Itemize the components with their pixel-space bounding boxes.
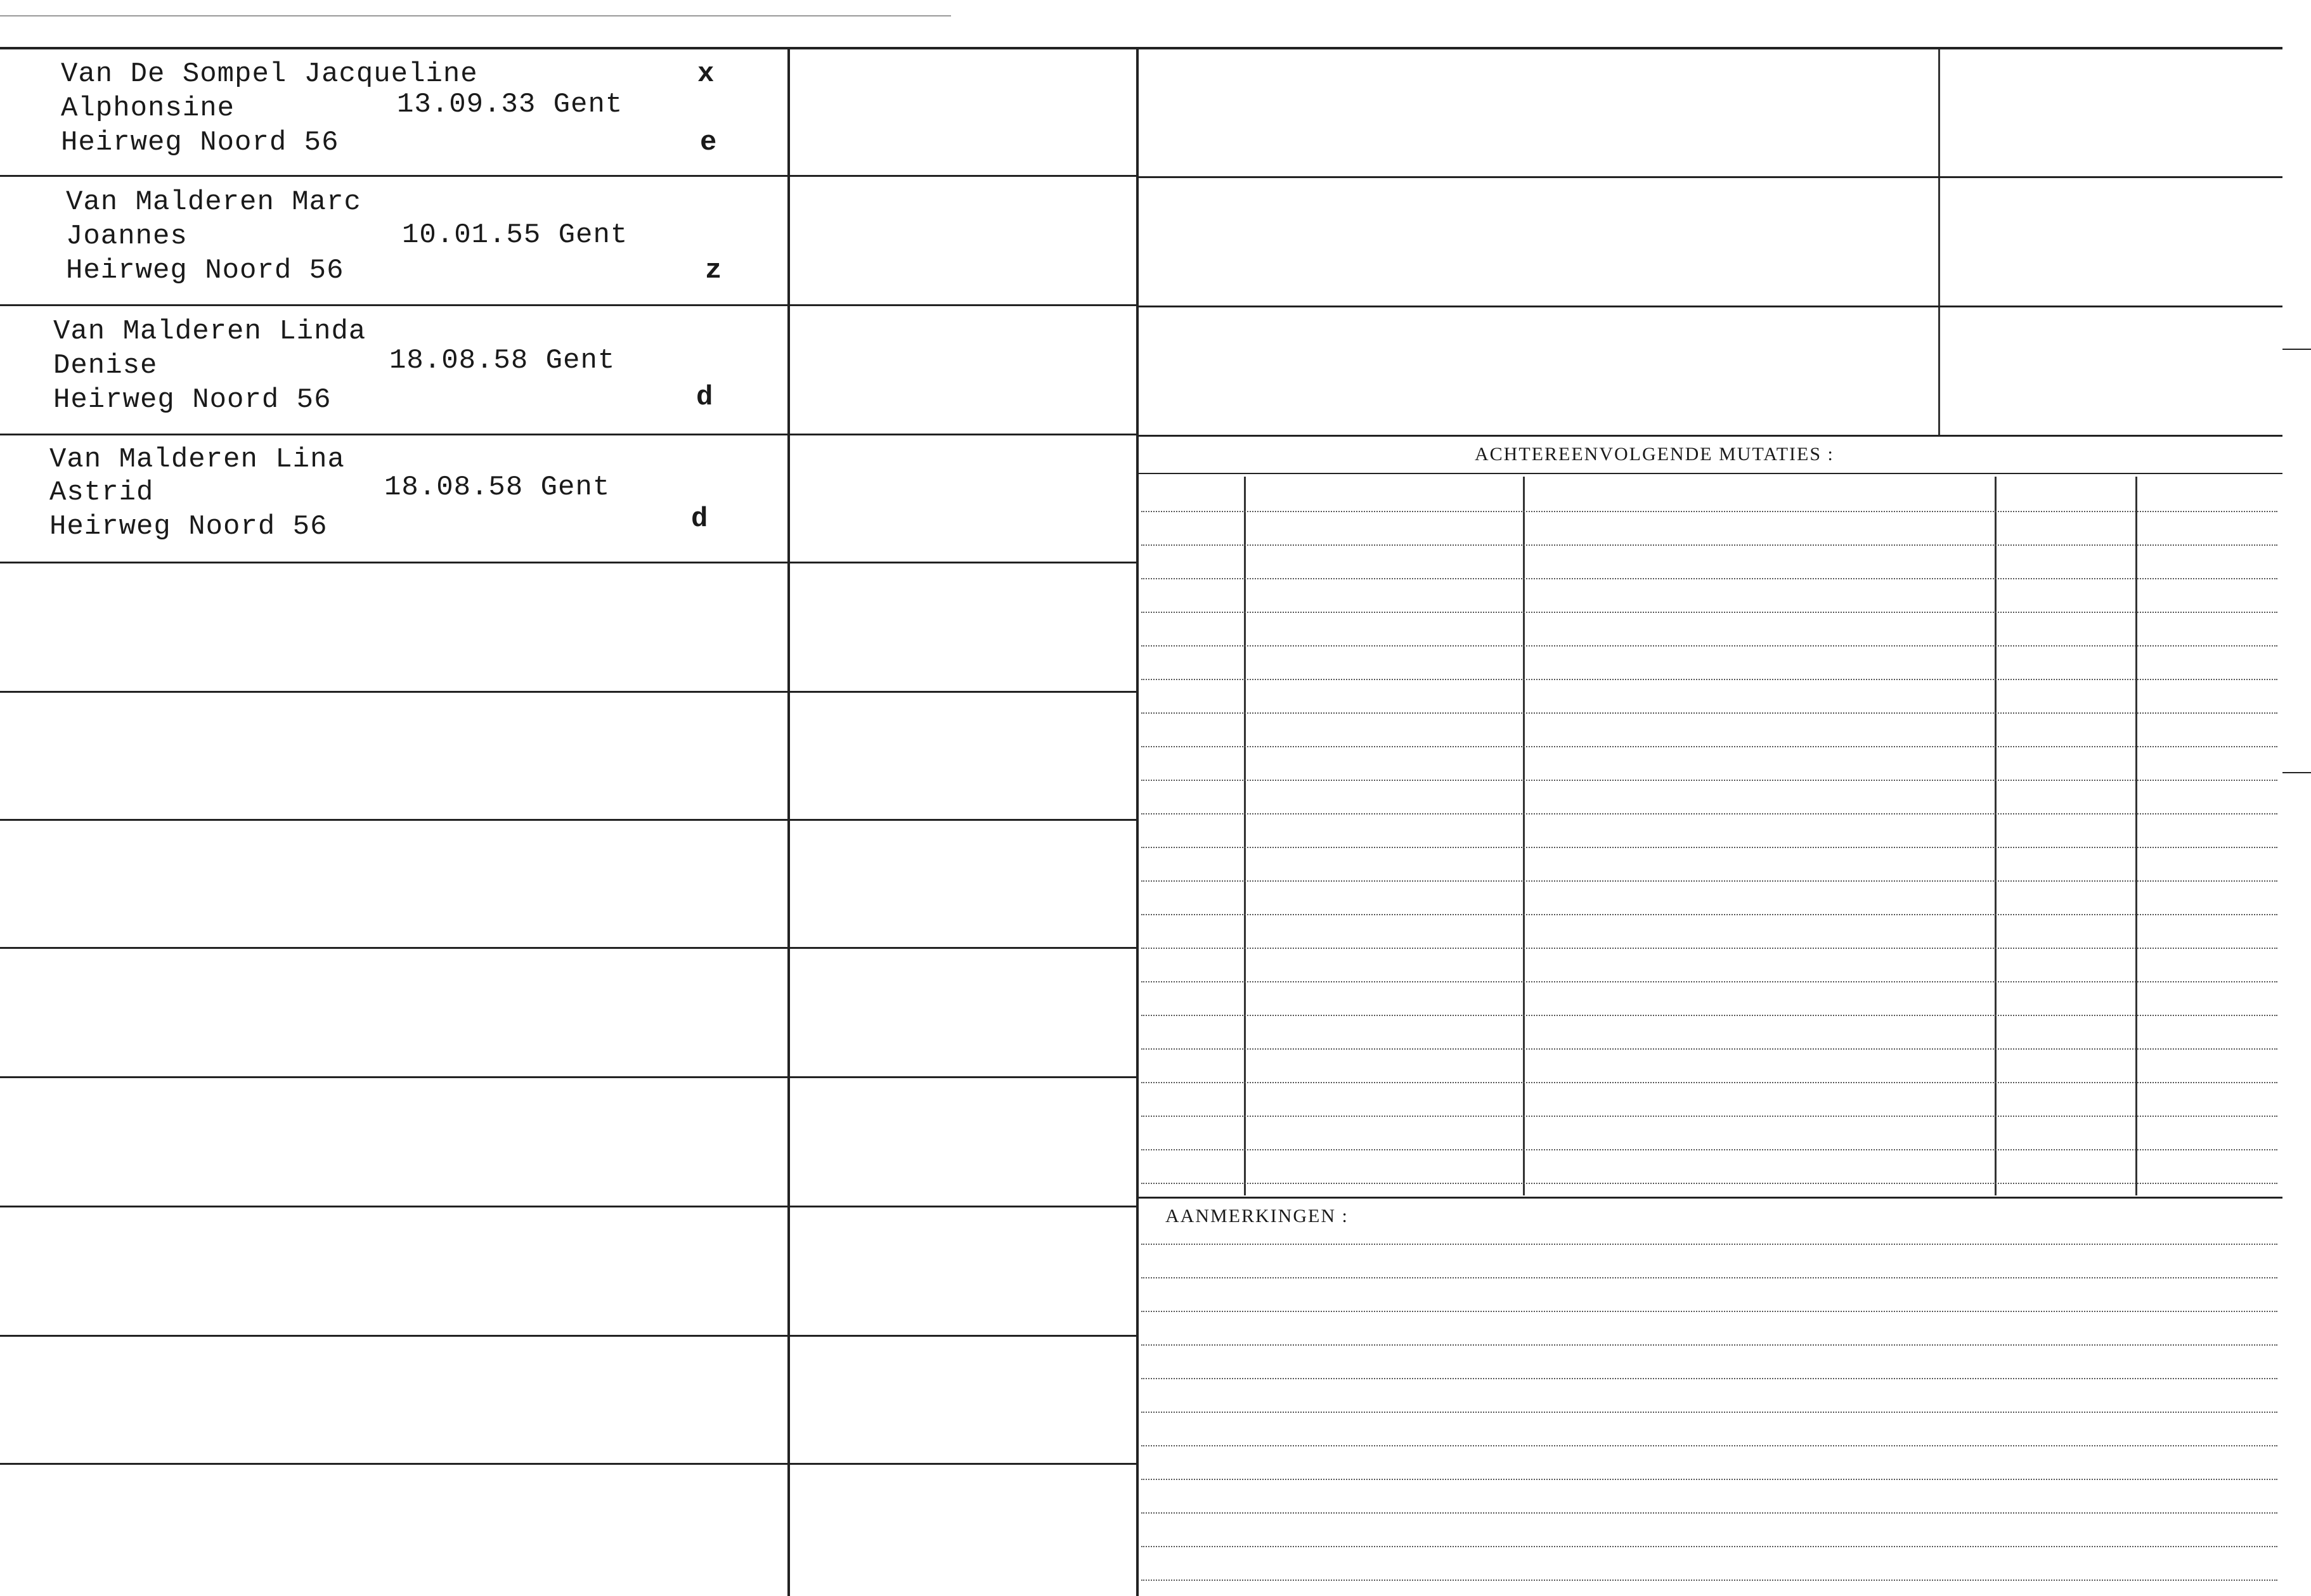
remarks-line <box>1141 1311 2277 1312</box>
entry-marker-top: x <box>697 58 715 90</box>
mutations-column-divider <box>2135 477 2137 1195</box>
remarks-line <box>1141 1479 2277 1480</box>
mutations-row-line <box>1141 813 2277 814</box>
mutations-row-line <box>1141 914 2277 915</box>
left-row-separator <box>0 1463 1137 1465</box>
mutations-header-line <box>1139 473 2282 474</box>
mutations-heading: ACHTEREENVOLGENDE MUTATIES : <box>1475 444 1834 465</box>
left-row-separator <box>0 947 1137 949</box>
mutations-row-line <box>1141 578 2277 579</box>
mutations-row-line <box>1141 511 2277 512</box>
entry-address: Heirweg Noord 56 <box>66 255 344 286</box>
entry-given-name: Denise <box>53 350 158 382</box>
remarks-line <box>1141 1244 2277 1245</box>
mutations-row-line <box>1141 712 2277 714</box>
register-entry <box>0 53 786 180</box>
remarks-heading: AANMERKINGEN : <box>1165 1206 1349 1226</box>
remarks-line <box>1141 1277 2277 1278</box>
entry-given-name: Alphonsine <box>61 93 235 124</box>
mutations-row-line <box>1141 948 2277 949</box>
entry-birth: 13.09.33 Gent <box>397 89 623 120</box>
mutations-row-line <box>1141 612 2277 613</box>
mutations-row-line <box>1141 981 2277 982</box>
mutations-row-line <box>1141 780 2277 781</box>
entry-birth: 18.08.58 Gent <box>389 345 616 376</box>
remarks-line <box>1141 1445 2277 1446</box>
mutations-column-divider <box>1995 477 1997 1195</box>
margin-tick <box>2282 772 2311 773</box>
entry-address: Heirweg Noord 56 <box>49 511 328 543</box>
entry-surname: Van Malderen Marc <box>66 186 361 218</box>
mutations-row-line <box>1141 544 2277 546</box>
remarks-line <box>1141 1546 2277 1547</box>
entry-given-name: Joannes <box>66 221 188 252</box>
entry-marker: z <box>705 255 723 286</box>
entry-surname: Van Malderen Linda <box>53 316 366 347</box>
entry-birth: 18.08.58 Gent <box>384 472 611 503</box>
left-row-separator <box>0 1206 1137 1207</box>
remarks-line <box>1141 1512 2277 1514</box>
mutations-row-line <box>1141 1149 2277 1150</box>
remarks-line <box>1141 1580 2277 1581</box>
mutations-row-line <box>1141 880 2277 882</box>
mutations-bottom-line <box>1139 1197 2282 1199</box>
mutations-row-line <box>1141 1116 2277 1117</box>
right-row-separator <box>1139 435 2282 437</box>
right-row-separator <box>1139 306 2282 307</box>
entry-address: Heirweg Noord 56 <box>61 127 339 158</box>
entry-marker: e <box>700 127 718 158</box>
entry-address: Heirweg Noord 56 <box>53 384 332 416</box>
left-row-separator <box>0 1076 1137 1078</box>
register-entry <box>0 312 786 439</box>
column-divider-3 <box>1938 49 1940 436</box>
mutations-column-divider <box>1244 477 1246 1195</box>
mutations-column-divider <box>1523 477 1525 1195</box>
mutations-row-line <box>1141 645 2277 647</box>
mutations-row-line <box>1141 847 2277 848</box>
mutations-row-line <box>1141 1082 2277 1083</box>
entry-surname: Van De Sompel Jacqueline <box>61 58 478 90</box>
mutations-row-line <box>1141 679 2277 680</box>
right-row-separator <box>1139 176 2282 178</box>
register-entry <box>0 440 786 567</box>
column-divider-1 <box>787 49 790 1596</box>
margin-tick <box>2282 349 2311 350</box>
mutations-row-line <box>1141 1048 2277 1050</box>
remarks-line <box>1141 1412 2277 1413</box>
entry-birth: 10.01.55 Gent <box>402 219 628 251</box>
left-row-separator <box>0 819 1137 821</box>
left-row-separator <box>0 691 1137 693</box>
mutations-row-line <box>1141 1183 2277 1184</box>
top-scan-edge <box>0 15 951 16</box>
mutations-row-line <box>1141 746 2277 747</box>
register-entry <box>0 183 786 309</box>
entry-marker: d <box>691 503 709 535</box>
remarks-line <box>1141 1378 2277 1379</box>
top-border <box>0 47 2282 49</box>
remarks-line <box>1141 1344 2277 1346</box>
entry-given-name: Astrid <box>49 477 154 508</box>
left-row-separator <box>0 1335 1137 1337</box>
entry-marker: d <box>696 382 714 413</box>
column-divider-2 <box>1136 49 1139 1596</box>
mutations-row-line <box>1141 1015 2277 1016</box>
entry-surname: Van Malderen Lina <box>49 444 345 475</box>
